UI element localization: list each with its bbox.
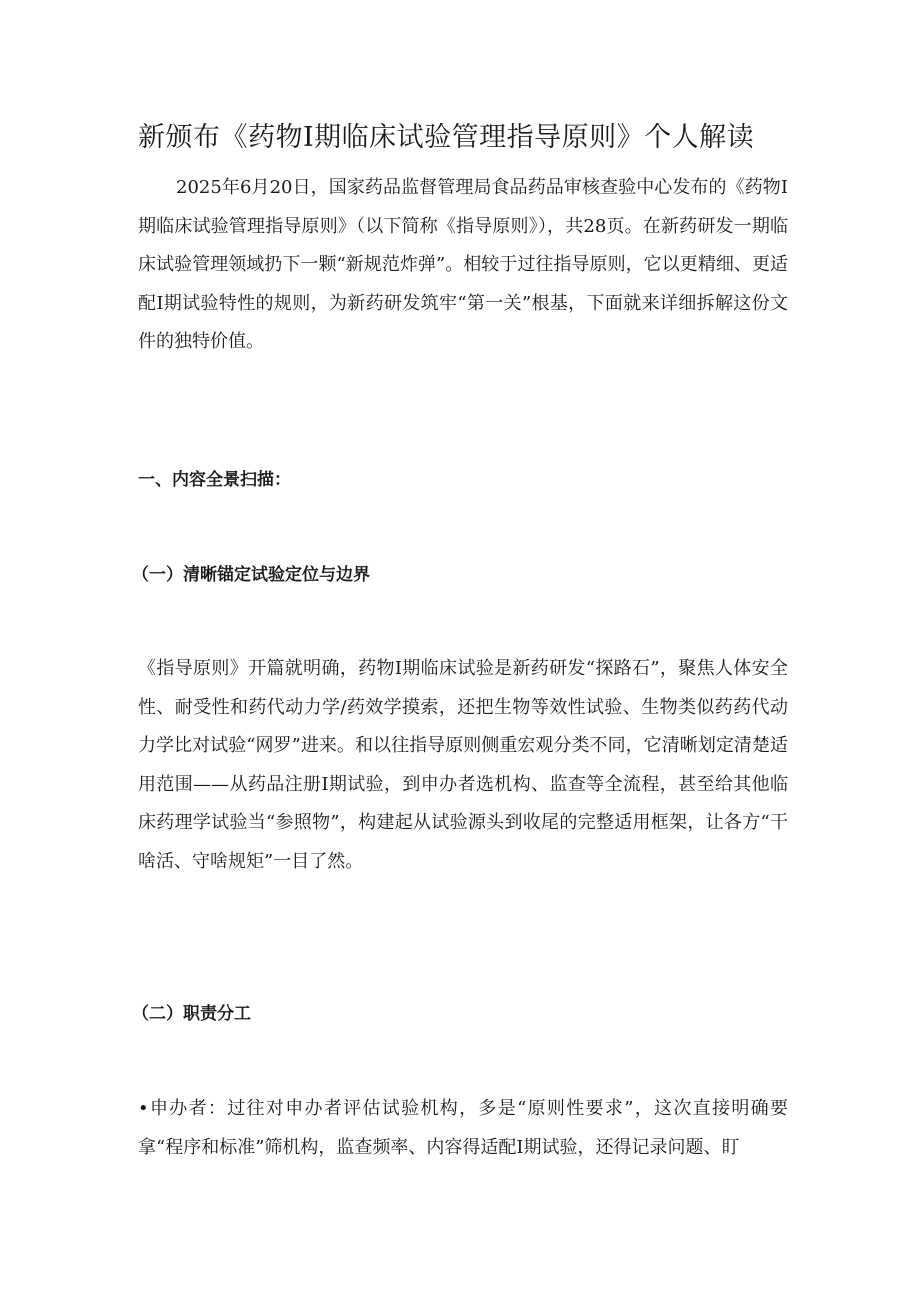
document-title: 新颁布《药物Ⅰ期临床试验管理指导原则》个人解读 [138, 122, 755, 153]
subsection-positioning-body: 《指导原则》开篇就明确，药物Ⅰ期临床试验是新药研发“探路石”，聚焦人体安全性、耐受性和药代动力学/药效学摸索，还把生物等效性试验、生物类似药药代动力学比对试验“网罗”进来。和以往指导原则侧重宏观分类不同，它清晰划定清楚适用范围——从药品注册Ⅰ期试验，到申办者选机构、监查等全流程，甚至给其他临床药理学试验当“参照物”，构建起从试验源头到收尾的完整适用框架，让各方“干啥活、守啥规矩”一目了然。 [138, 658, 788, 872]
subsection-heading-positioning: （一）清晰锚定试验定位与边界 [132, 565, 370, 585]
subsection-responsibilities-body: •申办者：过往对申办者评估试验机构，多是“原则性要求”，这次直接明确要拿“程序和标准”筛机构，监查频率、内容得适配Ⅰ期试验，还得记录问题、盯 [138, 1098, 788, 1158]
section-heading-content-overview: 一、内容全景扫描： [138, 470, 291, 490]
intro-paragraph: 2025年6月20日，国家药品监督管理局食品药品审核查验中心发布的《药物Ⅰ期临床试验管理指导原则》（以下简称《指导原则》），共28页。在新药研发一期临床试验管理领域扔下一颗“新规范炸弹”。相较于过往指导原则，它以更精细、更适配Ⅰ期试验特性的规则，为新药研发筑牢“第一关”根基，下面就来详细拆解这份文件的独特价值。 [138, 177, 788, 352]
subsection-heading-responsibilities: （二）职责分工 [132, 1004, 251, 1024]
